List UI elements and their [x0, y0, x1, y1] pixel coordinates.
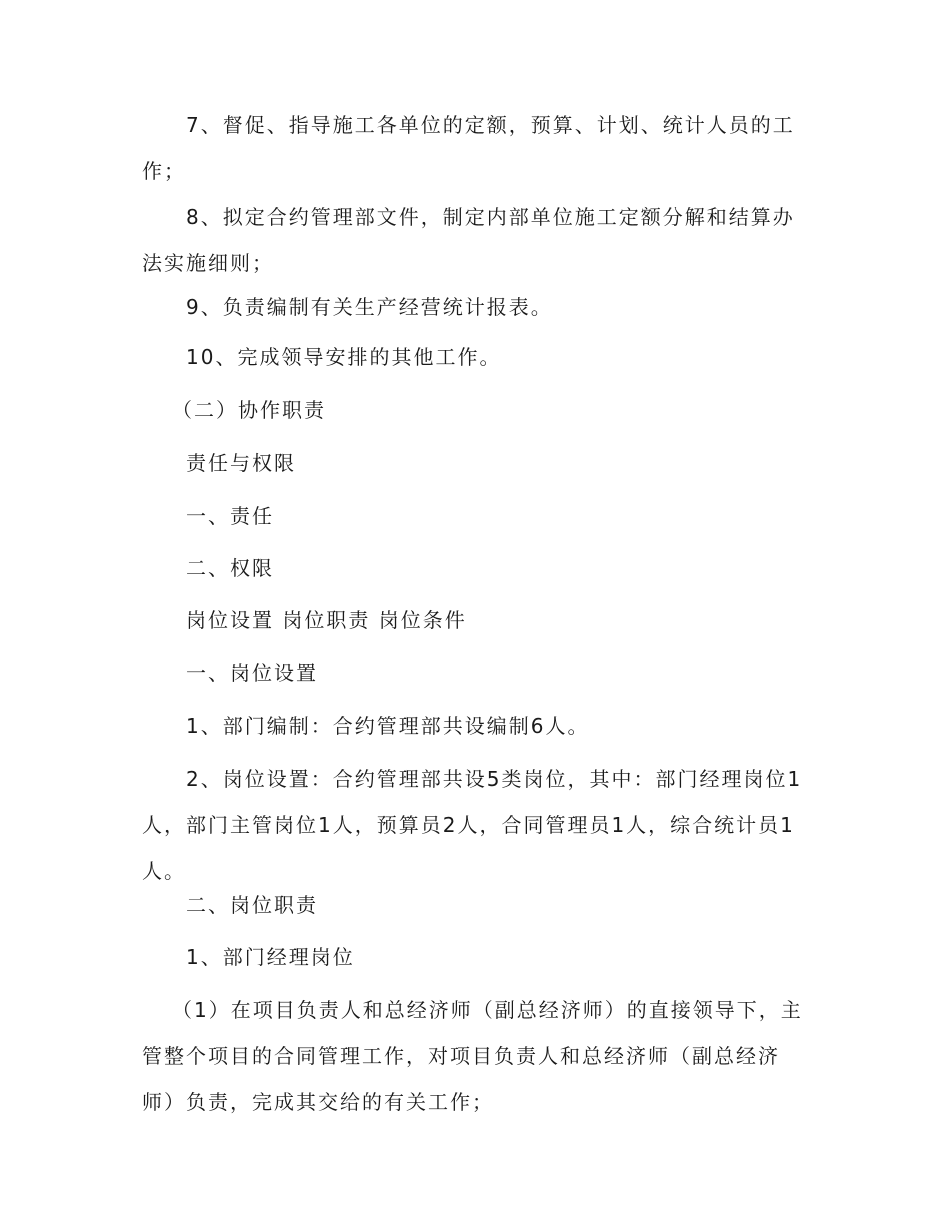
heading-post-setup: 一、岗位设置: [186, 661, 318, 685]
paragraph-item-8: 8、拟定合约管理部文件，制定内部单位施工定额分解和结算办法实施细则；: [142, 205, 795, 275]
heading-responsibility-authority: 责任与权限: [186, 451, 296, 475]
heading-responsibility: 一、责任: [186, 504, 274, 528]
paragraph-staffing: 1、部门编制：合约管理部共设编制6人。: [186, 714, 590, 738]
paragraph-item-9: 9、负责编制有关生产经营统计报表。: [186, 295, 553, 319]
paragraph-item-7: 7、督促、指导施工各单位的定额，预算、计划、统计人员的工作；: [142, 113, 795, 183]
section-heading-cooperation: （二）协作职责: [172, 398, 326, 422]
paragraph-manager-duty-1: （1）在项目负责人和总经济师（副总经济师）的直接领导下，主管整个项目的合同管理工作，对项目负责人和总经济师（副总经济师）负责，完成其交给的有关工作；: [142, 998, 803, 1114]
paragraph-item-10: 10、完成领导安排的其他工作。: [186, 345, 502, 369]
paragraph-post-setup: 2、岗位设置：合约管理部共设5类岗位，其中：部门经理岗位1人，部门主管岗位1人，预算员2人，合同管理员1人，综合统计员1人。: [142, 767, 803, 883]
heading-post-duties: 二、岗位职责: [186, 893, 318, 917]
heading-dept-manager: 1、部门经理岗位: [186, 945, 355, 969]
heading-authority: 二、权限: [186, 556, 274, 580]
heading-post-overview: 岗位设置 岗位职责 岗位条件: [186, 608, 467, 632]
